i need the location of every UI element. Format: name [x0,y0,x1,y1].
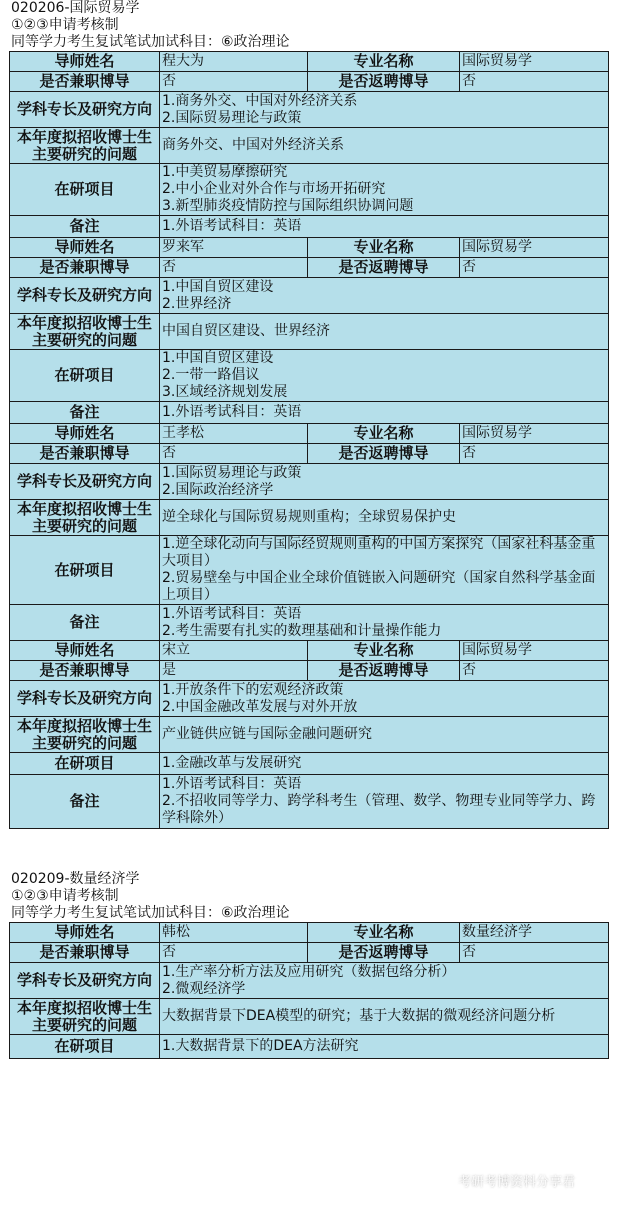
projects-value [160,350,609,402]
label-projects: 在研项目 [10,350,160,402]
specialty-value-line: 1.中国自贸区建设 [162,278,274,295]
projects-value-line: 2.一带一路倡议 [162,367,260,383]
problems-value [160,314,609,350]
label-rehired: 是否返聘博导 [308,943,460,963]
label-remarks: 备注 [10,216,160,238]
label-advisor-name: 导师姓名 [10,238,160,258]
parttime-value: 否 [160,444,308,464]
section-extra-exam: 同等学力考生复试笔试加试科目：⑥政治理论 [11,905,290,921]
major-value: 国际贸易学 [460,52,609,72]
problems-value-line: 中国自贸区建设、世界经济 [162,323,330,339]
row-status [10,258,609,278]
row-name [10,52,609,72]
problems-value-line: 产业链供应链与国际金融问题研究 [162,726,372,742]
advisor-name: 王孝松 [160,424,308,444]
specialty-value-line: 2.国际贸易理论与政策 [162,109,302,126]
specialty-value-line: 1.开放条件下的宏观经济政策 [162,681,344,698]
specialty-value-line: 2.国际政治经济学 [162,481,274,498]
label-projects: 在研项目 [10,1035,160,1059]
parttime-value: 否 [160,943,308,963]
projects-value-line: 1.中国自贸区建设 [162,350,274,366]
label-remarks: 备注 [10,605,160,641]
label-parttime: 是否兼职博导 [10,661,160,681]
specialty-value-line: 2.微观经济学 [162,980,246,997]
label-problems: 本年度拟招收博士生主要研究的问题 [10,314,160,350]
row-remarks [10,775,609,829]
label-problems: 本年度拟招收博士生主要研究的问题 [10,999,160,1035]
label-major: 专业名称 [308,923,460,943]
row-status [10,943,609,963]
row-status [10,72,609,92]
advisor-name: 宋立 [160,641,308,661]
problems-value-line: 大数据背景下DEA模型的研究；基于大数据的微观经济问题分析 [162,1008,556,1024]
projects-value [160,536,609,605]
section-method: ①②③申请考核制 [11,888,119,904]
problems-value-line: 商务外交、中国对外经济关系 [162,137,344,153]
projects-value-line: 1.大数据背景下的DEA方法研究 [162,1038,359,1054]
label-major: 专业名称 [308,238,460,258]
row-problems [10,999,609,1035]
row-specialty [10,92,609,128]
row-name [10,923,609,943]
row-problems [10,500,609,536]
label-specialty: 学科专长及研究方向 [10,681,160,717]
specialty-value-line: 2.中国金融改革发展与对外开放 [162,698,358,715]
label-parttime: 是否兼职博导 [10,72,160,92]
row-projects [10,753,609,775]
rehired-value: 否 [460,661,609,681]
label-specialty: 学科专长及研究方向 [10,963,160,999]
rehired-value: 否 [460,444,609,464]
row-projects [10,350,609,402]
specialty-value [160,278,609,314]
section-code-title: 020209-数量经济学 [11,871,140,887]
major-value: 数量经济学 [460,923,609,943]
row-status [10,444,609,464]
label-projects: 在研项目 [10,164,160,216]
label-specialty: 学科专长及研究方向 [10,464,160,500]
label-parttime: 是否兼职博导 [10,258,160,278]
specialty-value-line: 1.国际贸易理论与政策 [162,464,302,481]
parttime-value: 否 [160,258,308,278]
projects-value-line: 1.金融改革与发展研究 [162,755,302,771]
label-remarks: 备注 [10,402,160,424]
label-major: 专业名称 [308,424,460,444]
specialty-value-line: 1.生产率分析方法及应用研究（数据包络分析） [162,963,456,980]
row-projects [10,536,609,605]
parttime-value: 是 [160,661,308,681]
label-advisor-name: 导师姓名 [10,641,160,661]
section-method: ①②③申请考核制 [11,17,119,33]
label-remarks: 备注 [10,775,160,829]
row-problems [10,717,609,753]
wechat-icon [432,1173,452,1189]
remarks-value [160,402,609,424]
section-header [11,871,620,922]
projects-value-line: 3.新型肺炎疫情防控与国际组织协调问题 [162,198,414,214]
label-advisor-name: 导师姓名 [10,923,160,943]
row-status [10,661,609,681]
rehired-value: 否 [460,72,609,92]
major-value: 国际贸易学 [460,641,609,661]
label-problems: 本年度拟招收博士生主要研究的问题 [10,500,160,536]
specialty-value-line: 1.商务外交、中国对外经济关系 [162,92,358,109]
parttime-value: 否 [160,72,308,92]
label-major: 专业名称 [308,641,460,661]
label-advisor-name: 导师姓名 [10,52,160,72]
label-major: 专业名称 [308,52,460,72]
major-value: 国际贸易学 [460,424,609,444]
label-projects: 在研项目 [10,753,160,775]
remarks-value-line: 1.外语考试科目：英语 [162,218,302,234]
watermark-text: 考研考博资料分享君 [458,1175,576,1190]
row-name [10,424,609,444]
row-specialty [10,278,609,314]
section-header [11,0,620,51]
problems-value [160,500,609,536]
remarks-value [160,216,609,238]
projects-value-line: 2.贸易壁垒与中国企业全球价值链嵌入问题研究（国家自然科学基金面上项目） [162,570,596,603]
section-gap [0,829,620,871]
projects-value [160,1035,609,1059]
specialty-value [160,963,609,999]
specialty-value-line: 2.世界经济 [162,295,232,312]
row-remarks [10,402,609,424]
advisor-name: 罗来军 [160,238,308,258]
projects-value-line: 3.区域经济规划发展 [162,384,288,400]
remarks-value-line: 1.外语考试科目：英语 [162,776,302,792]
row-remarks [10,216,609,238]
projects-value-line: 1.逆全球化动向与国际经贸规则重构的中国方案探究（国家社科基金重大项目） [162,536,596,569]
projects-value [160,753,609,775]
row-problems [10,128,609,164]
row-specialty [10,464,609,500]
label-rehired: 是否返聘博导 [308,444,460,464]
remarks-value [160,775,609,829]
remarks-value-line: 2.不招收同等学力、跨学科考生（管理、数学、物理专业同等学力、跨学科除外） [162,793,596,826]
problems-value [160,999,609,1035]
label-specialty: 学科专长及研究方向 [10,92,160,128]
specialty-value [160,681,609,717]
row-problems [10,314,609,350]
row-projects [10,164,609,216]
section-code-title: 020206-国际贸易学 [11,0,140,16]
specialty-value [160,464,609,500]
label-parttime: 是否兼职博导 [10,943,160,963]
projects-value-line: 1.中美贸易摩擦研究 [162,164,288,180]
row-remarks [10,605,609,641]
row-name [10,238,609,258]
watermark [432,1171,575,1190]
label-rehired: 是否返聘博导 [308,258,460,278]
label-specialty: 学科专长及研究方向 [10,278,160,314]
advisor-name: 程大为 [160,52,308,72]
rehired-value: 否 [460,943,609,963]
remarks-value-line: 1.外语考试科目：英语 [162,404,302,420]
label-rehired: 是否返聘博导 [308,661,460,681]
row-projects [10,1035,609,1059]
label-problems: 本年度拟招收博士生主要研究的问题 [10,128,160,164]
row-specialty [10,681,609,717]
major-value: 国际贸易学 [460,238,609,258]
label-projects: 在研项目 [10,536,160,605]
advisor-name: 韩松 [160,923,308,943]
problems-value-line: 逆全球化与国际贸易规则重构；全球贸易保护史 [162,509,456,525]
projects-value-line: 2.中小企业对外合作与市场开拓研究 [162,181,386,197]
projects-value [160,164,609,216]
advisor-table [9,922,609,1059]
rehired-value: 否 [460,258,609,278]
problems-value [160,128,609,164]
specialty-value [160,92,609,128]
remarks-value [160,605,609,641]
remarks-value-line: 2.考生需要有扎实的数理基础和计量操作能力 [162,622,442,639]
label-advisor-name: 导师姓名 [10,424,160,444]
row-name [10,641,609,661]
label-problems: 本年度拟招收博士生主要研究的问题 [10,717,160,753]
problems-value [160,717,609,753]
section-extra-exam: 同等学力考生复试笔试加试科目：⑥政治理论 [11,34,290,50]
remarks-value-line: 1.外语考试科目：英语 [162,605,302,622]
advisor-table [9,51,609,829]
label-parttime: 是否兼职博导 [10,444,160,464]
label-rehired: 是否返聘博导 [308,72,460,92]
row-specialty [10,963,609,999]
